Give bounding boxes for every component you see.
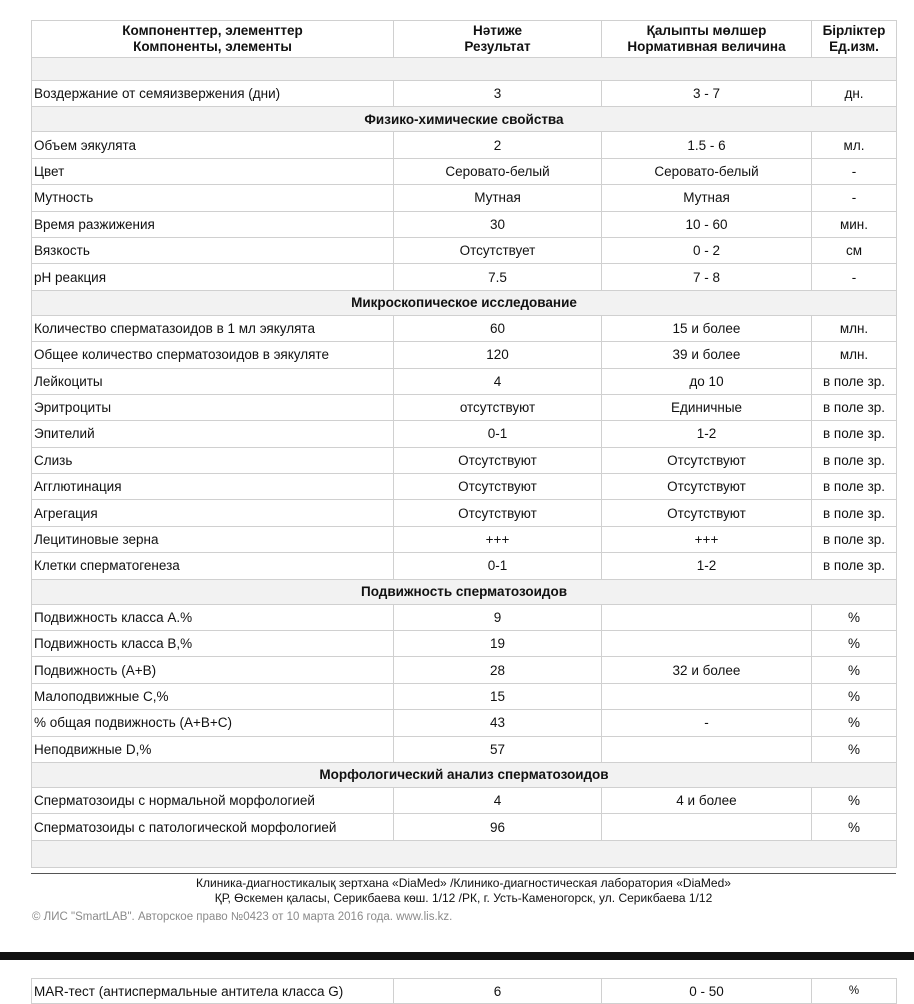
row-norm: 0 - 2 [602,237,812,263]
row-unit: в поле зр. [812,447,897,473]
row-result: 0-1 [394,553,602,579]
row-result: 4 [394,368,602,394]
row-result: 19 [394,631,602,657]
table-row [32,736,897,762]
header-result-kz: Нәтиже [472,23,523,38]
table-row [32,657,897,683]
table-row [32,315,897,341]
row-norm: Отсутствуют [602,474,812,500]
row-norm: 32 и более [602,657,812,683]
table-row [32,710,897,736]
row-norm: 10 - 60 [602,211,812,237]
lab-footer [31,876,896,906]
row-result: Отсутствуют [394,500,602,526]
table-row [32,683,897,709]
row-name: Сперматозоиды с нормальной морфологией [32,787,394,813]
row-unit: см [812,237,897,263]
row-unit: % [812,683,897,709]
row-name: Слизь [32,447,394,473]
row-norm: 39 и более [602,342,812,368]
row-norm: Единичные [602,394,812,420]
row-name: Сперматозоиды с патологической морфологией [32,814,394,840]
row-norm: до 10 [602,368,812,394]
row-name: Подвижность класса В,% [32,631,394,657]
row-norm: 3 - 7 [602,81,812,107]
row-norm: Отсутствуют [602,447,812,473]
row-name: Объем эякулята [32,132,394,158]
row-result: 3 [394,81,602,107]
column-header-unit [812,21,897,58]
row-name: Клетки сперматогенеза [32,553,394,579]
row-norm [602,736,812,762]
table-row [32,553,897,579]
table-row [32,185,897,211]
row-name: Малоподвижные С,% [32,683,394,709]
row-name: Воздержание от семяизвержения (дни) [32,81,394,107]
header-norm-ru: Нормативная величина [627,39,786,54]
row-norm: - [602,710,812,736]
row-result: 6 [394,979,602,1004]
row-result: отсутствуют [394,394,602,420]
row-name: Лецитиновые зерна [32,526,394,552]
row-unit: млн. [812,342,897,368]
row-result: 4 [394,787,602,813]
row-unit: в поле зр. [812,474,897,500]
header-components-ru: Компоненты, элементы [133,39,292,54]
table-row [32,264,897,290]
row-unit: % [812,657,897,683]
header-norm-kz: Қалыпты мөлшер [646,23,767,38]
column-header-norm [602,21,812,58]
header-unit-kz: Бірліктер [822,23,886,38]
row-norm: 1-2 [602,553,812,579]
table-row [32,342,897,368]
table-row [32,81,897,107]
section-header [32,762,897,787]
row-unit: млн. [812,315,897,341]
row-norm: 1.5 - 6 [602,132,812,158]
footer-divider [31,873,896,874]
row-name: % общая подвижность (А+В+С) [32,710,394,736]
header-result-ru: Результат [464,39,531,54]
mar-test-table [31,978,897,1004]
section-header [32,290,897,315]
table-row [32,237,897,263]
row-name: Подвижность (А+В) [32,657,394,683]
row-result: 57 [394,736,602,762]
row-norm: 15 и более [602,315,812,341]
row-unit: % [812,814,897,840]
row-unit: в поле зр. [812,500,897,526]
row-unit: мин. [812,211,897,237]
table-row [32,474,897,500]
row-unit: % [812,604,897,630]
column-header-result [394,21,602,58]
row-result: +++ [394,526,602,552]
lab-address: ҚР, Өскемен қаласы, Серикбаева көш. 1/12 /РК, г. Усть-Каменогорск, ул. Серикбаева 1/12 [214,891,713,905]
table-row [32,500,897,526]
row-name: Количество сперматазоидов в 1 мл эякулята [32,315,394,341]
row-norm: 4 и более [602,787,812,813]
row-result: 2 [394,132,602,158]
row-name: Эритроциты [32,394,394,420]
row-unit: - [812,158,897,184]
row-result: 0-1 [394,421,602,447]
copyright-notice: © ЛИС "SmartLAB". Авторское право №0423 от 10 марта 2016 года. www.lis.kz. [32,911,453,923]
row-norm: Отсутствуют [602,500,812,526]
page-separator [0,952,914,960]
section-header [32,579,897,604]
row-unit: в поле зр. [812,394,897,420]
row-norm: Мутная [602,185,812,211]
row-result: Отсутствует [394,237,602,263]
table-row [32,447,897,473]
row-norm: 7 - 8 [602,264,812,290]
row-result: 9 [394,604,602,630]
row-norm: 1-2 [602,421,812,447]
blank-row [32,58,897,81]
row-result: 15 [394,683,602,709]
row-norm [602,604,812,630]
row-name: Общее количество сперматозоидов в эякуляте [32,342,394,368]
row-result: 43 [394,710,602,736]
row-result: 120 [394,342,602,368]
row-name: MAR-тест (антиспермальные антитела класса G) [32,979,394,1004]
table-row [32,814,897,840]
row-unit: % [812,979,897,1004]
column-header-components [32,21,394,58]
row-result: 7.5 [394,264,602,290]
row-unit: - [812,264,897,290]
table-row [32,421,897,447]
table-row [32,787,897,813]
row-unit: в поле зр. [812,368,897,394]
row-unit: в поле зр. [812,421,897,447]
row-unit: % [812,736,897,762]
row-name: Эпителий [32,421,394,447]
row-unit: в поле зр. [812,526,897,552]
section-title: Микроскопическое исследование [32,290,897,315]
header-components-kz: Компоненттер, элементтер [122,23,303,38]
row-unit: % [812,787,897,813]
row-norm: Серовато-белый [602,158,812,184]
row-unit: мл. [812,132,897,158]
row-result: 60 [394,315,602,341]
row-unit: в поле зр. [812,553,897,579]
section-title: Физико-химические свойства [32,107,897,132]
row-name: Неподвижные D,% [32,736,394,762]
table-row [32,631,897,657]
row-name: Подвижность класса А.% [32,604,394,630]
row-norm [602,683,812,709]
row-name: Лейкоциты [32,368,394,394]
row-name: Мутность [32,185,394,211]
row-norm: +++ [602,526,812,552]
row-result: 30 [394,211,602,237]
blank-row [32,840,897,867]
table-row [32,394,897,420]
row-result: Серовато-белый [394,158,602,184]
row-name: Цвет [32,158,394,184]
table-row [32,604,897,630]
row-norm: 0 - 50 [602,979,812,1004]
section-title: Подвижность сперматозоидов [32,579,897,604]
results-table [31,20,897,868]
row-name: Агглютинация [32,474,394,500]
table-row [32,368,897,394]
row-unit: дн. [812,81,897,107]
section-title: Морфологический анализ сперматозоидов [32,762,897,787]
row-name: pH реакция [32,264,394,290]
row-result: 28 [394,657,602,683]
table-row [32,211,897,237]
section-header [32,107,897,132]
row-unit: - [812,185,897,211]
lab-name: Клиника-диагностикалық зертхана «DiaMed» /Клинико-диагностическая лаборатория «DiaMed» [196,876,731,890]
row-unit: % [812,710,897,736]
row-norm [602,631,812,657]
table-row [32,158,897,184]
row-result: 96 [394,814,602,840]
row-result: Мутная [394,185,602,211]
row-result: Отсутствуют [394,474,602,500]
row-name: Время разжижения [32,211,394,237]
row-result: Отсутствуют [394,447,602,473]
table-row [32,526,897,552]
table-row [32,132,897,158]
header-unit-ru: Ед.изм. [829,39,879,54]
row-norm [602,814,812,840]
row-name: Вязкость [32,237,394,263]
row-unit: % [812,631,897,657]
row-name: Агрегация [32,500,394,526]
